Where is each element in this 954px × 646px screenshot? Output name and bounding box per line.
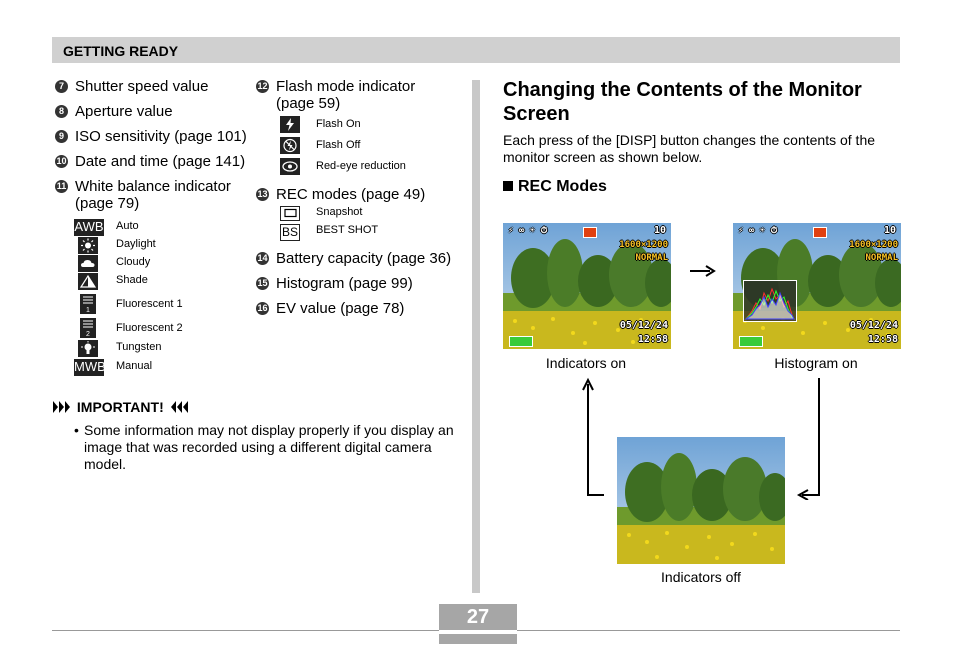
- rec-modes-heading-text: REC Modes: [518, 178, 607, 195]
- image-size: 1600×1200: [849, 240, 898, 250]
- section-header-title: GETTING READY: [63, 43, 179, 59]
- cloudy-icon: [78, 255, 98, 272]
- sub-item-label: Daylight: [116, 238, 156, 250]
- mode-icons-row: ⚡ ∞ ☀ ⏱: [738, 226, 778, 236]
- shots-remaining: 10: [653, 225, 666, 236]
- battery-icon: [739, 336, 763, 347]
- number-badge: 12: [257, 81, 268, 91]
- date-readout: 05/12/24: [619, 320, 668, 331]
- screen-histogram-on: [733, 223, 901, 349]
- sub-item-label: Tungsten: [116, 341, 162, 353]
- number-badge: 15: [257, 278, 268, 288]
- svg-text:2: 2: [86, 331, 90, 338]
- image-size: 1600×1200: [619, 240, 668, 250]
- arrow-left-return-icon: [796, 376, 826, 500]
- shade-icon: [78, 273, 98, 290]
- list-item-text: Histogram (page 99): [276, 275, 413, 292]
- sub-item-label: Flash On: [316, 118, 361, 130]
- histogram-panel: [743, 280, 797, 322]
- svg-text:1: 1: [86, 307, 90, 314]
- square-bullet-icon: [503, 181, 513, 191]
- time-readout: 12:58: [867, 334, 898, 345]
- flash-on-icon: [280, 116, 300, 133]
- caption-indicators-on: Indicators on: [545, 355, 627, 371]
- time-readout: 12:58: [637, 334, 668, 345]
- list-item-text: Date and time (page 141): [75, 153, 246, 170]
- histogram-graph: [744, 281, 796, 321]
- screen-indicators-off: [617, 437, 785, 564]
- list-item-text: EV value (page 78): [276, 300, 405, 317]
- page-number: 27: [466, 606, 490, 628]
- sub-item-label: Auto: [116, 220, 139, 232]
- rec-mode-icon: [583, 227, 597, 238]
- list-item-text: ISO sensitivity (page 101): [75, 128, 247, 145]
- number-badge: 16: [257, 303, 268, 313]
- list-item-text: REC modes (page 49): [276, 186, 426, 203]
- rec-modes-heading: [503, 178, 607, 196]
- number-badge: 14: [257, 253, 268, 263]
- mode-icons-row: ⚡ ∞ ☀ ⏱: [508, 226, 548, 236]
- page-number-stripe: [439, 630, 517, 634]
- shots-remaining: 10: [883, 225, 896, 236]
- important-left-marks-icon: [53, 399, 77, 415]
- column-divider: [472, 80, 480, 593]
- list-item-text: White balance indicator (page 79): [75, 178, 231, 212]
- tungsten-icon: [78, 340, 98, 357]
- snapshot-icon: [280, 206, 300, 221]
- important-heading: [53, 399, 188, 415]
- number-badge: 13: [257, 189, 268, 199]
- flash-off-icon: [280, 137, 300, 154]
- number-badge: 9: [55, 130, 68, 143]
- number-badge: 8: [55, 105, 68, 118]
- bullet-dot: •: [74, 422, 79, 438]
- important-title: IMPORTANT!: [76, 399, 164, 415]
- list-item-text: Flash mode indicator (page 59): [276, 78, 416, 112]
- important-bullet-text: Some information may not display properly if you display an image that was recorded using a different digital camera model.: [84, 422, 454, 472]
- red-eye-icon: [280, 158, 300, 175]
- image-quality: NORMAL: [635, 253, 668, 263]
- caption-histogram-on: Histogram on: [774, 355, 858, 371]
- important-bullet: [74, 422, 454, 473]
- caption-indicators-off: Indicators off: [661, 569, 741, 585]
- arrow-up-icon: [580, 376, 610, 500]
- section-header-bar: [52, 37, 900, 63]
- number-badge: 11: [56, 181, 67, 191]
- landscape-photo: [617, 437, 785, 564]
- sub-item-label: Manual: [116, 360, 153, 372]
- battery-icon: [509, 336, 533, 347]
- important-right-marks-icon: [168, 399, 188, 415]
- list-item-text: Shutter speed value: [75, 78, 209, 95]
- rec-mode-icon: [813, 227, 827, 238]
- sub-item-label: BEST SHOT: [316, 224, 379, 236]
- sub-item-label: Red-eye reduction: [316, 160, 406, 172]
- arrow-right-icon: [690, 265, 716, 277]
- fluorescent-1-icon: [80, 294, 96, 314]
- list-item-text: Aperture value: [75, 103, 173, 120]
- sub-item-label: Snapshot: [316, 206, 363, 218]
- date-readout: 05/12/24: [849, 320, 898, 331]
- image-quality: NORMAL: [865, 253, 898, 263]
- page-number-box: [439, 604, 517, 644]
- mwb-icon: MWB: [74, 359, 106, 374]
- sub-item-label: Cloudy: [116, 256, 151, 268]
- page-title: Changing the Contents of the Monitor Screen: [503, 79, 862, 125]
- screen-indicators-on: [503, 223, 671, 349]
- daylight-icon: [78, 237, 98, 254]
- sub-item-label: Fluorescent 2: [116, 322, 183, 334]
- awb-icon: AWB: [74, 219, 104, 234]
- number-badge: 7: [55, 80, 68, 93]
- section-description: Each press of the [DISP] button changes the contents of the monitor screen as shown below.: [503, 132, 876, 165]
- sub-item-label: Fluorescent 1: [116, 298, 183, 310]
- list-item-text: Battery capacity (page 36): [276, 250, 452, 267]
- sub-item-label: Shade: [116, 274, 148, 286]
- sub-item-label: Flash Off: [316, 139, 361, 151]
- fluorescent-2-icon: [80, 318, 96, 338]
- number-badge: 10: [56, 156, 67, 166]
- best-shot-icon: BS: [281, 225, 298, 239]
